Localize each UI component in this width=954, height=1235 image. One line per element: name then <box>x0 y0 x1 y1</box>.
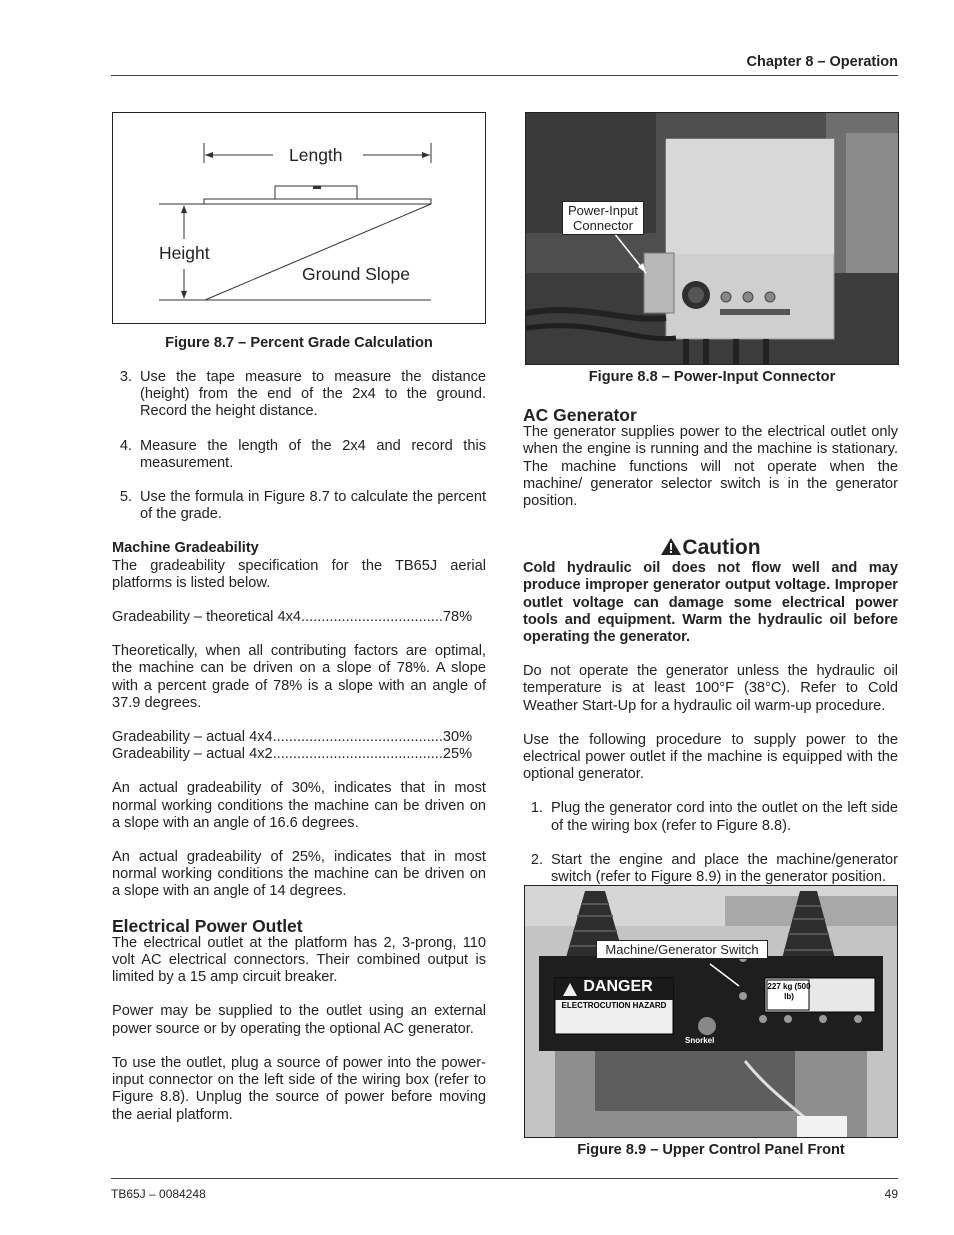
gradeability-25-paragraph: An actual gradeability of 25%, indicates that in most normal working conditions the machine can be driven on a slope with an angle of 14 degrees. <box>112 849 486 900</box>
step-number: 4. <box>119 437 132 454</box>
gen-step-1 <box>523 800 898 834</box>
step-5 <box>112 489 486 523</box>
gradeability-intro: The gradeability specification for the TB65J aerial platforms is listed below. <box>112 557 486 591</box>
control-panel-photo <box>524 885 898 1138</box>
hazard-label: ELECTROCUTION HAZARD <box>561 1001 667 1010</box>
weight-label: 227 kg (500 lb) <box>767 982 811 1001</box>
gradeability-actual-4x2: Gradeability – actual 4x2..........................................25% <box>112 746 473 763</box>
footer-doc-number: TB65J – 0084248 <box>111 1187 206 1201</box>
outlet-paragraph-2: Power may be supplied to the outlet using an external power source or by operating the optional AC generator. <box>112 1003 486 1037</box>
procedure-paragraph: Use the following procedure to supply power to the electrical power outlet if the machine is equipped with the optional generator. <box>523 731 898 783</box>
machine-generator-switch-callout: Machine/Generator Switch <box>596 940 768 959</box>
gradeability-theoretical: Gradeability – theoretical 4x4...................................78% <box>112 609 473 626</box>
step-number: 5. <box>119 489 132 506</box>
step-number: 3. <box>119 369 132 385</box>
gradeability-30-paragraph: An actual gradeability of 30%, indicates that in most normal working conditions the machine can be driven on a slope with an angle of 16.6 degrees. <box>112 780 486 831</box>
step-text: Use the tape measure to measure the distance (height) from the end of the 2x4 to the ground. Record the height distance. <box>140 369 486 420</box>
gradeability-paragraph: Theoretically, when all contributing factors are optimal, the machine can be driven on a slope of 78%. A slope with a percent grade of 78% is a slope with an angle of 37.9 degrees. <box>112 643 486 711</box>
figure-8-9-caption: Figure 8.9 – Upper Control Panel Front <box>577 1142 845 1158</box>
outlet-paragraph-1: The electrical outlet at the platform has 2, 3-prong, 110 volt AC electrical connectors. Their combined output is limited by a 15 amp circuit breaker. <box>112 934 486 986</box>
step-text: Start the engine and place the machine/generator switch (refer to Figure 8.9) in the generator position. <box>551 851 898 886</box>
gen-step-2 <box>523 852 898 886</box>
grade-diagram <box>112 112 486 324</box>
step-number: 2. <box>530 851 543 868</box>
page-number: 49 <box>884 1187 898 1201</box>
power-input-callout: Power-Input Connector <box>562 201 644 235</box>
caution-title <box>523 536 898 560</box>
caution-title-text: Caution <box>682 536 761 560</box>
figure-8-8-caption: Figure 8.8 – Power-Input Connector <box>588 369 836 385</box>
step-number: 1. <box>530 800 543 817</box>
step-text: Plug the generator cord into the outlet on the left side of the wiring box (refer to Figure 8.8). <box>551 800 898 834</box>
temperature-paragraph: Do not operate the generator unless the hydraulic oil temperature is at least 100°F (38°C). Refer to Cold Weather Start-Up for a hydraulic oil warm-up procedure. <box>523 663 898 714</box>
step-3 <box>112 369 486 421</box>
footer-rule <box>111 1178 898 1179</box>
chapter-header: Chapter 8 – Operation <box>746 54 898 70</box>
figure-8-7-caption: Figure 8.7 – Percent Grade Calculation <box>165 335 433 351</box>
ac-generator-heading: AC Generator <box>523 405 637 425</box>
length-label: Length <box>289 145 343 165</box>
gradeability-actual-4x4: Gradeability – actual 4x4..........................................30% <box>112 729 473 746</box>
outlet-paragraph-3: To use the outlet, plug a source of power into the power-input connector on the left side of the wiring box (refer to Figure 8.8). Unplug the source of power before moving the aerial platform. <box>112 1054 486 1123</box>
warning-triangle-icon <box>660 537 682 556</box>
step-4 <box>112 438 486 472</box>
step-text: Use the formula in Figure 8.7 to calculate the percent of the grade. <box>140 489 486 523</box>
gradeability-heading: Machine Gradeability <box>112 540 259 557</box>
right-column <box>523 407 898 886</box>
header-rule <box>111 75 898 76</box>
power-input-photo-svg <box>526 113 898 364</box>
brand-label: Snorkel <box>685 1036 715 1045</box>
ac-generator-paragraph: The generator supplies power to the electrical outlet only when the engine is running and the machine is stationary. The machine functions will not operate when the machine/ generator selector switch is in the generator position. <box>523 424 898 510</box>
step-text: Measure the length of the 2x4 and record this measurement. <box>140 437 486 471</box>
power-input-photo <box>525 112 899 365</box>
ground-slope-label: Ground Slope <box>302 264 410 284</box>
danger-label: DANGER <box>583 978 653 995</box>
control-panel-photo-svg <box>525 886 897 1137</box>
outlet-heading: Electrical Power Outlet <box>112 915 303 936</box>
left-column <box>112 369 486 1124</box>
height-label: Height <box>159 243 210 263</box>
caution-text: Cold hydraulic oil does not flow well and may produce improper generator output voltage. Improper outlet voltage can damage some electrical power tools and equipment. Warm the hydraulic oil before operating the generator. <box>523 560 898 646</box>
